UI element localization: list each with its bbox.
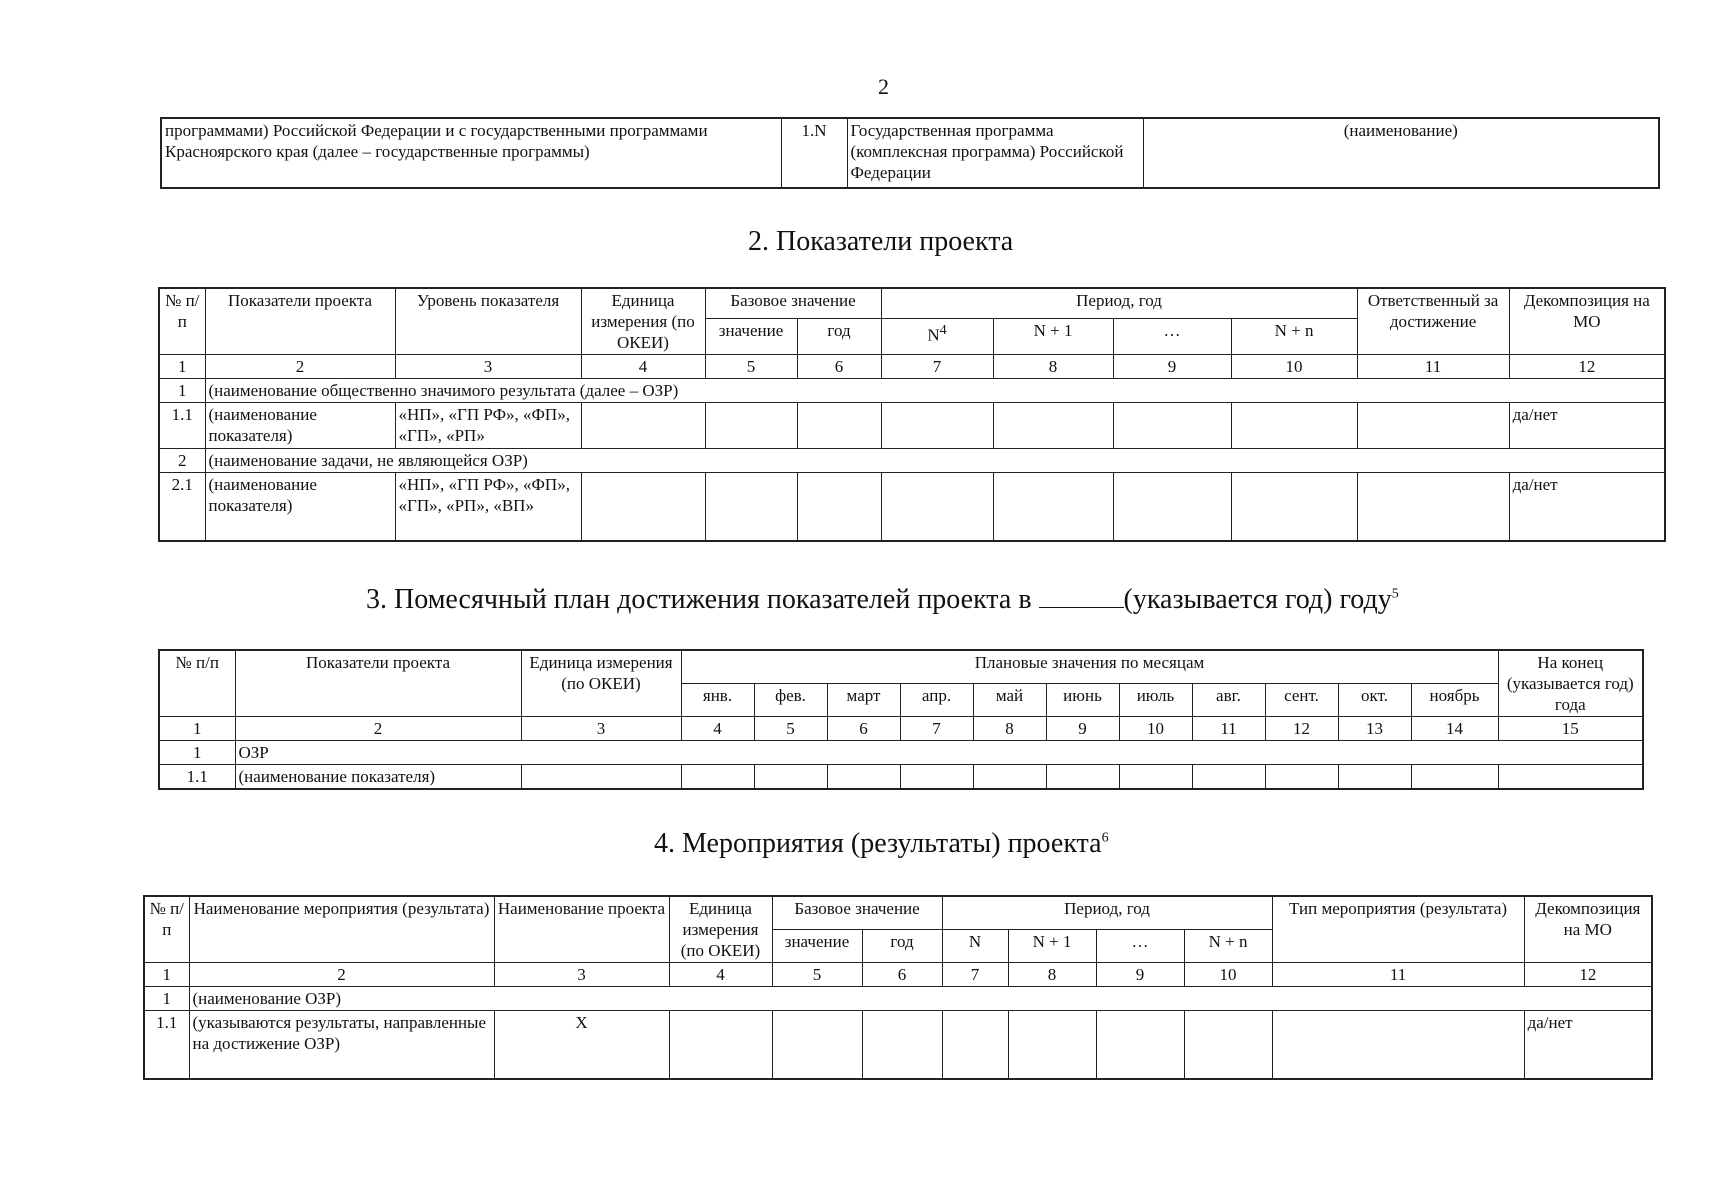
col-number: 12 (1265, 717, 1338, 741)
empty-cell (1338, 765, 1411, 790)
col-number: 8 (973, 717, 1046, 741)
header-n: $N^4$ (881, 319, 993, 355)
col-number: 5 (772, 963, 862, 987)
empty-cell (772, 1011, 862, 1079)
section-4-title: 4. Мероприятия (результаты) проекта$^6$ (654, 828, 1109, 859)
empty-cell (1113, 403, 1231, 449)
empty-cell (827, 765, 900, 790)
col-number: 12 (1509, 355, 1665, 379)
col-number: 6 (862, 963, 942, 987)
program-type: Государственная программа (комплексная программа) Российской Федерации (847, 118, 1143, 188)
header-unit: Единица измерения (по ОКЕИ) (521, 650, 681, 717)
col-number: 2 (205, 355, 395, 379)
row-indicator-level: «НП», «ГП РФ», «ФП», «ГП», «РП», «ВП» (395, 473, 581, 541)
header-responsible: Ответственный за достижение (1357, 288, 1509, 355)
row-group-title: ОЗР (235, 741, 1643, 765)
col-number: 3 (494, 963, 669, 987)
header-period: Период, год (942, 896, 1272, 930)
column-numbers-row (144, 963, 1652, 987)
empty-cell (1357, 473, 1509, 541)
header-decomposition: Декомпозиция на МО (1524, 896, 1652, 963)
col-number: 5 (754, 717, 827, 741)
month-header: окт. (1338, 684, 1411, 717)
row-indicator-name: (наименование показателя) (205, 403, 395, 449)
table-row (144, 987, 1652, 1011)
empty-cell (1113, 473, 1231, 541)
row-decomposition: да/нет (1509, 473, 1665, 541)
row-num: 1.1 (144, 1011, 189, 1079)
col-number: 1 (159, 717, 235, 741)
row-num: 1 (159, 379, 205, 403)
monthly-plan-table (158, 649, 1644, 790)
row-num: 2 (159, 449, 205, 473)
table-row (159, 379, 1665, 403)
empty-cell (881, 403, 993, 449)
col-number: 14 (1411, 717, 1498, 741)
header-period: Период, год (881, 288, 1357, 319)
col-number: 11 (1272, 963, 1524, 987)
footnote-4: 4 (939, 323, 947, 339)
row-num: 1.1 (159, 765, 235, 790)
project-indicators-table (158, 287, 1666, 542)
column-numbers-row (159, 355, 1665, 379)
empty-cell (797, 473, 881, 541)
row-num: 1 (144, 987, 189, 1011)
section-2-title: 2. Показатели проекта (748, 226, 1014, 257)
empty-cell (681, 765, 754, 790)
empty-cell (1272, 1011, 1524, 1079)
row-decomposition: да/нет (1524, 1011, 1652, 1079)
month-header: март (827, 684, 900, 717)
empty-cell (993, 473, 1113, 541)
month-header: май (973, 684, 1046, 717)
col-number: 1 (144, 963, 189, 987)
col-number: 5 (705, 355, 797, 379)
col-number: 9 (1113, 355, 1231, 379)
header-dots: … (1096, 930, 1184, 963)
header-dots: … (1113, 319, 1231, 355)
header-base: Базовое значение (705, 288, 881, 319)
header-decomposition: Декомпозиция на МО (1509, 288, 1665, 355)
header-planned-values: Плановые значения по месяцам (681, 650, 1498, 684)
table-row (144, 1011, 1652, 1079)
empty-cell (1411, 765, 1498, 790)
col-number: 7 (881, 355, 993, 379)
row-num: 1.1 (159, 403, 205, 449)
header-nn: N + n (1184, 930, 1272, 963)
table-row (159, 765, 1643, 790)
empty-cell (521, 765, 681, 790)
month-header: сент. (1265, 684, 1338, 717)
empty-cell (705, 473, 797, 541)
col-number: 12 (1524, 963, 1652, 987)
empty-cell (1008, 1011, 1096, 1079)
empty-cell (797, 403, 881, 449)
row-indicator-name: (наименование показателя) (205, 473, 395, 541)
header-unit: Единица измерения (по ОКЕИ) (581, 288, 705, 355)
col-number: 10 (1184, 963, 1272, 987)
month-header: фев. (754, 684, 827, 717)
footnote-5: 5 (1391, 586, 1399, 602)
col-number: 7 (900, 717, 973, 741)
section-3-title: 3. Помесячный план достижения показателей проекта в (указывается год) году$^5$ (366, 584, 1399, 615)
empty-cell (1119, 765, 1192, 790)
col-number: 6 (827, 717, 900, 741)
page-number: 2 (878, 74, 889, 99)
header-n1: N + 1 (993, 319, 1113, 355)
table-row (159, 473, 1665, 541)
empty-cell (1046, 765, 1119, 790)
header-num: № п/п (159, 288, 205, 355)
row-decomposition: да/нет (1509, 403, 1665, 449)
empty-cell (705, 403, 797, 449)
col-number: 10 (1231, 355, 1357, 379)
header-year-end: На конец (указывается год) года (1498, 650, 1643, 717)
table-row (159, 741, 1643, 765)
header-indicators: Показатели проекта (205, 288, 395, 355)
header-base-value: значение (772, 930, 862, 963)
program-code: 1.N (781, 118, 847, 188)
month-header: апр. (900, 684, 973, 717)
empty-cell (581, 403, 705, 449)
col-number: 4 (581, 355, 705, 379)
footnote-6: 6 (1101, 830, 1109, 846)
col-number: 11 (1192, 717, 1265, 741)
month-header: янв. (681, 684, 754, 717)
col-number: 4 (669, 963, 772, 987)
col-number: 3 (395, 355, 581, 379)
project-activities-table (143, 895, 1653, 1080)
row-activity-name: (указываются результаты, направленные на достижение ОЗР) (189, 1011, 494, 1079)
column-numbers-row (159, 717, 1643, 741)
empty-cell (1231, 403, 1357, 449)
col-number: 4 (681, 717, 754, 741)
header-level: Уровень показателя (395, 288, 581, 355)
empty-cell (669, 1011, 772, 1079)
empty-cell (1498, 765, 1643, 790)
header-activity-type: Тип мероприятия (результата) (1272, 896, 1524, 963)
empty-cell (993, 403, 1113, 449)
row-project-mark: X (494, 1011, 669, 1079)
month-header: ноябрь (1411, 684, 1498, 717)
col-number: 9 (1096, 963, 1184, 987)
table-row (159, 449, 1665, 473)
header-activity-name: Наименование мероприятия (результата) (189, 896, 494, 963)
col-number: 8 (1008, 963, 1096, 987)
empty-cell (942, 1011, 1008, 1079)
row-indicator-name: (наименование показателя) (235, 765, 521, 790)
month-header: авг. (1192, 684, 1265, 717)
col-number: 6 (797, 355, 881, 379)
header-n: N (942, 930, 1008, 963)
empty-cell (862, 1011, 942, 1079)
row-group-title: (наименование общественно значимого результата (далее – ОЗР) (205, 379, 1665, 403)
col-number: 11 (1357, 355, 1509, 379)
row-group-title: (наименование задачи, не являющейся ОЗР) (205, 449, 1665, 473)
col-number: 15 (1498, 717, 1643, 741)
col-number: 9 (1046, 717, 1119, 741)
col-number: 13 (1338, 717, 1411, 741)
col-number: 2 (189, 963, 494, 987)
row-indicator-level: «НП», «ГП РФ», «ФП», «ГП», «РП» (395, 403, 581, 449)
program-name-placeholder: (наименование) (1143, 118, 1659, 188)
empty-cell (1192, 765, 1265, 790)
month-header: июнь (1046, 684, 1119, 717)
header-unit: Единица измерения (по ОКЕИ) (669, 896, 772, 963)
col-number: 7 (942, 963, 1008, 987)
col-number: 1 (159, 355, 205, 379)
empty-cell (1265, 765, 1338, 790)
header-base-year: год (862, 930, 942, 963)
header-n1: N + 1 (1008, 930, 1096, 963)
col-number: 8 (993, 355, 1113, 379)
row-group-title: (наименование ОЗР) (189, 987, 1652, 1011)
header-num: № п/п (144, 896, 189, 963)
empty-cell (881, 473, 993, 541)
row-num: 2.1 (159, 473, 205, 541)
col-number: 10 (1119, 717, 1192, 741)
header-base: Базовое значение (772, 896, 942, 930)
header-num: № п/п (159, 650, 235, 717)
empty-cell (754, 765, 827, 790)
empty-cell (581, 473, 705, 541)
header-base-year: год (797, 319, 881, 355)
empty-cell (1184, 1011, 1272, 1079)
year-blank-line (1039, 606, 1124, 608)
program-description: программами) Российской Федерации и с государственными программами Красноярского края (далее – государственные программы) (161, 118, 781, 188)
header-base-value: значение (705, 319, 797, 355)
empty-cell (1096, 1011, 1184, 1079)
empty-cell (900, 765, 973, 790)
empty-cell (973, 765, 1046, 790)
header-nn: N + n (1231, 319, 1357, 355)
col-number: 3 (521, 717, 681, 741)
header-project-name: Наименование проекта (494, 896, 669, 963)
row-num: 1 (159, 741, 235, 765)
header-indicators: Показатели проекта (235, 650, 521, 717)
program-table (160, 117, 1660, 189)
table-row (159, 403, 1665, 449)
empty-cell (1231, 473, 1357, 541)
col-number: 2 (235, 717, 521, 741)
empty-cell (1357, 403, 1509, 449)
month-header: июль (1119, 684, 1192, 717)
